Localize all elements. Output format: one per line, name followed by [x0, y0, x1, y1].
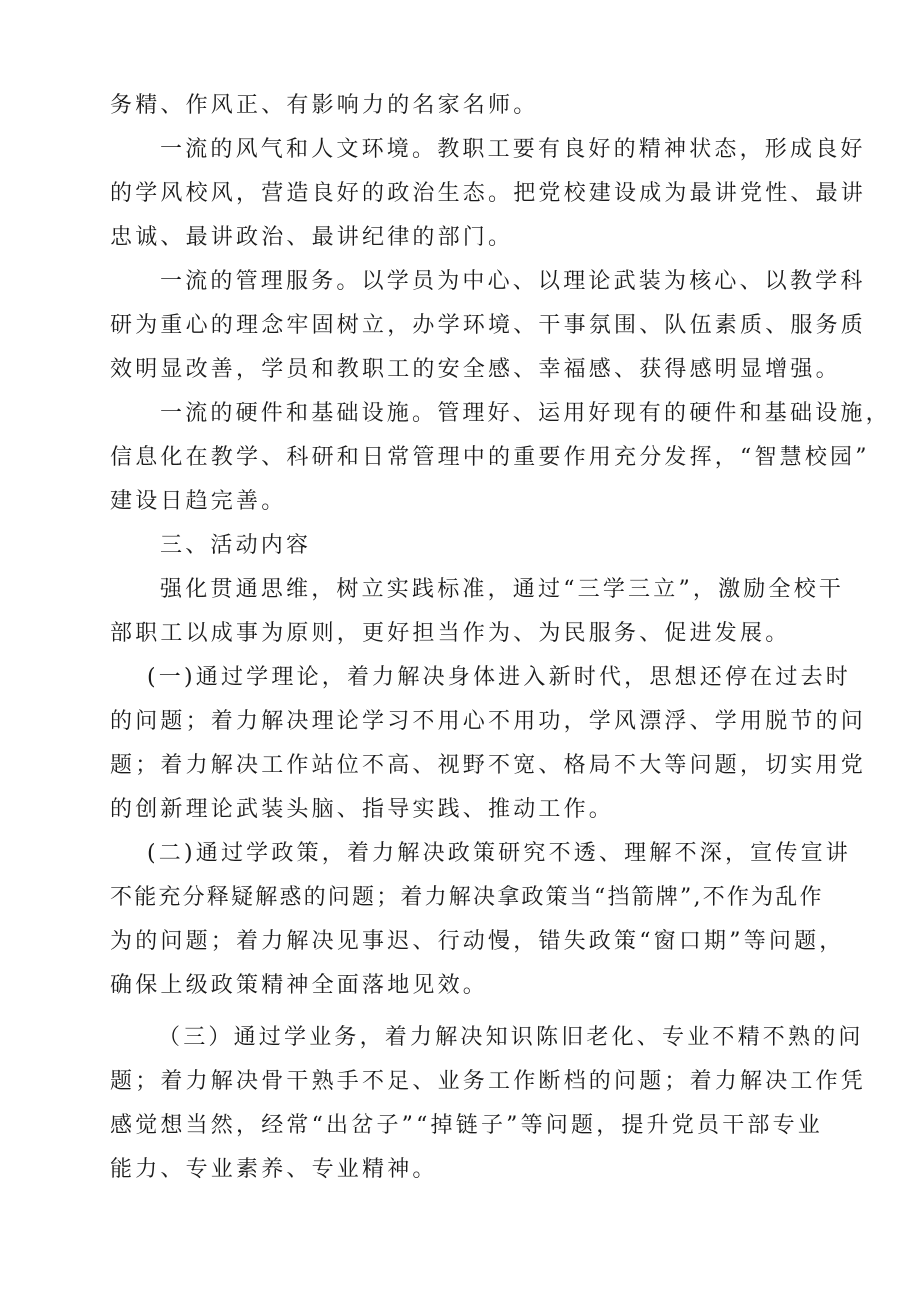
paragraph-line: 为的问题；着力解决见事迟、行动慢，错失政策“窗口期”等问题，	[110, 929, 845, 954]
paragraph-line: （三）通过学业务，着力解决知识陈旧老化、专业不精不熟的问	[158, 1025, 864, 1050]
paragraph-line: 务精、作风正、有影响力的名家名师。	[110, 93, 539, 118]
paragraph-line: 一流的硬件和基础设施。管理好、运用好现有的硬件和基础设施，	[160, 401, 891, 426]
paragraph-line: 的创新理论武装头脑、指导实践、推动工作。	[110, 797, 615, 822]
paragraph-line: 信息化在教学、科研和日常管理中的重要作用充分发挥，“智慧校园”	[110, 445, 870, 470]
paragraph-line: 的问题；着力解决理论学习不用心不用功，学风漂浮、学用脱节的问	[110, 709, 867, 734]
paragraph-line: (一)通过学理论，着力解决身体进入新时代，思想还停在过去时	[147, 665, 851, 690]
paragraph-line: 研为重心的理念牢固树立，办学环境、干事氛围、队伍素质、服务质	[110, 313, 867, 338]
paragraph-line: 题；着力解决工作站位不高、视野不宽、格局不大等问题，切实用党	[110, 753, 867, 778]
paragraph-line: 不能充分释疑解惑的问题；着力解决拿政策当“挡箭牌”,不作为乱作	[110, 885, 824, 910]
paragraph-line: 一流的风气和人文环境。教职工要有良好的精神状态，形成良好	[160, 137, 866, 162]
paragraph-line: 感觉想当然，经常“出岔子”“掉链子”等问题，提升党员干部专业	[110, 1113, 823, 1138]
paragraph-line: 部职工以成事为原则，更好担当作为、为民服务、促进发展。	[110, 621, 791, 646]
paragraph-line: 强化贯通思维，树立实践标准，通过“三学三立”，激励全校干	[160, 577, 845, 602]
document-body	[110, 84, 891, 1192]
paragraph-line: 效明显改善，学员和教职工的安全感、幸福感、获得感明显增强。	[110, 357, 841, 382]
paragraph-line: 题；着力解决骨干熟手不足、业务工作断档的问题；着力解决工作凭	[110, 1069, 867, 1094]
section-heading: 三、活动内容	[160, 533, 312, 558]
paragraph-line: (二)通过学政策，着力解决政策研究不透、理解不深，宣传宣讲	[147, 841, 851, 866]
paragraph-line: 的学风校风，营造良好的政治生态。把党校建设成为最讲党性、最讲	[110, 181, 867, 206]
paragraph-line: 能力、专业素养、专业精神。	[110, 1157, 438, 1182]
paragraph-line: 确保上级政策精神全面落地见效。	[110, 973, 489, 998]
paragraph-line: 建设日趋完善。	[110, 489, 287, 514]
paragraph-line: 一流的管理服务。以学员为中心、以理论武装为核心、以教学科	[160, 269, 866, 294]
paragraph-line: 忠诚、最讲政治、最讲纪律的部门。	[110, 225, 514, 250]
